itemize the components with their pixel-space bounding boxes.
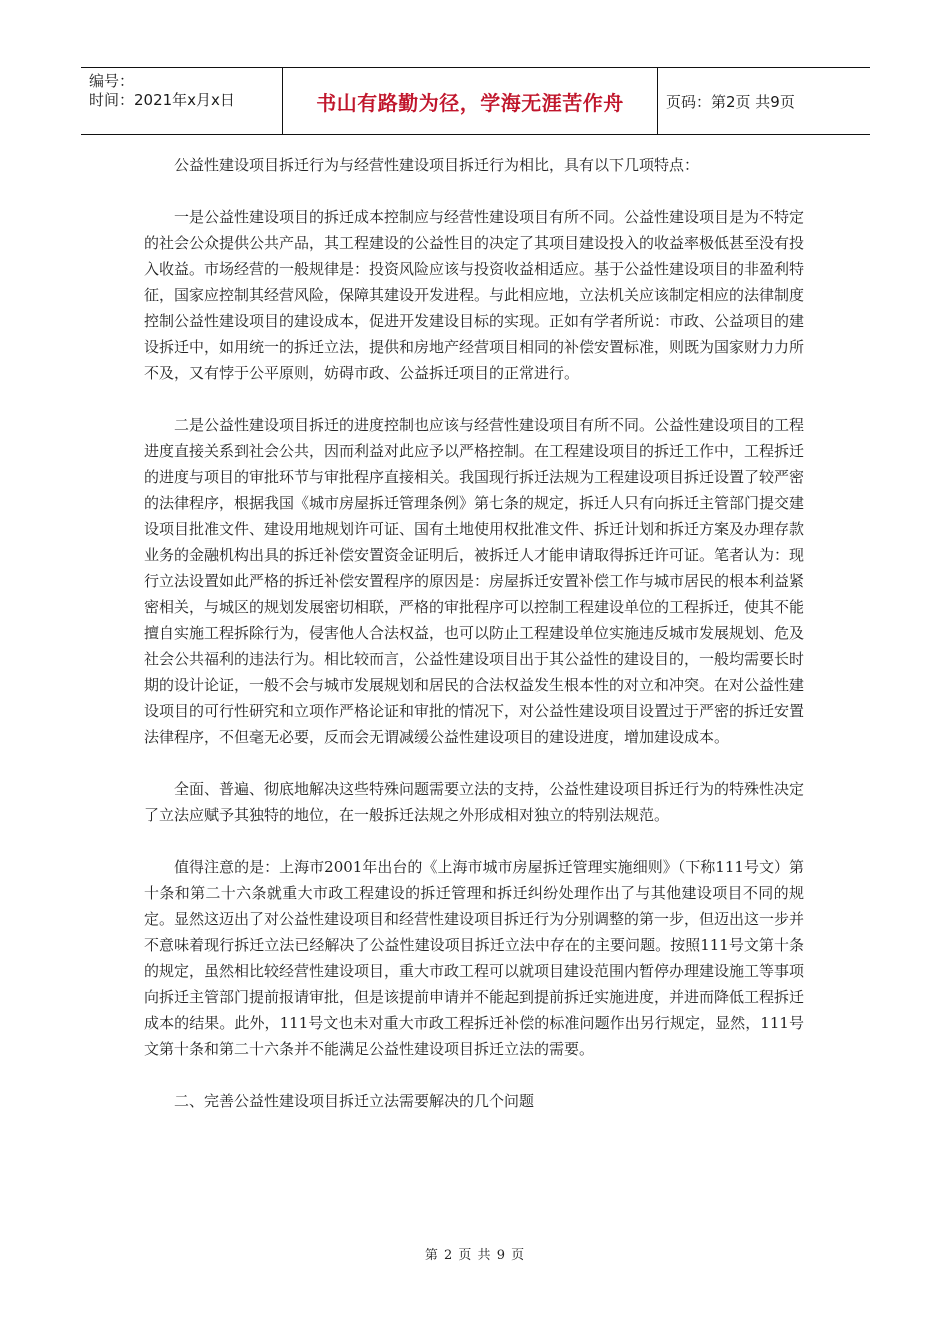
paragraph-progress-control: 二是公益性建设项目拆迁的进度控制也应该与经营性建设项目有所不同。公益性建设项目的工程进度直接关系到社会公共，因而利益对此应予以严格控制。在工程建设项目的拆迁工作中，工程拆迁的进度与项目的审批环节与审批程序直接相关。我国现行拆迁法规为工程建设项目拆迁设置了较严密的法律程序，根据我国《城市房屋拆迁管理条例》第七条的规定，拆迁人只有向拆迁主管部门提交建设项目批准文件、建设用地规划许可证、国有土地使用权批准文件、拆迁计划和拆迁方案及办理存款业务的金融机构出具的拆迁补偿安置资金证明后，被拆迁人才能申请取得拆迁许可证。笔者认为：现行立法设置如此严格的拆迁补偿安置程序的原因是：房屋拆迁安置补偿工作与城市居民的根本利益紧密相关，与城区的规划发展密切相联，严格的审批程序可以控制工程建设单位的工程拆迁，使其不能擅自实施工程拆除行为，侵害他人合法权益，也可以防止工程建设单位实施违反城市发展规划、危及社会公共福利的违法行为。相比较而言，公益性建设项目出于其公益性的建设目的，一般均需要长时期的设计论证，一般不会与城市发展规划和居民的合法权益发生根本性的对立和冲突。在对公益性建设项目的可行性研究和立项作严格论证和审批的情况下，对公益性建设项目设置过于严密的拆迁安置法律程序，不但毫无必要，反而会无谓减缓公益性建设项目的建设进度，增加建设成本。 [144,416,805,746]
paragraph-cost-control: 一是公益性建设项目的拆迁成本控制应与经营性建设项目有所不同。公益性建设项目是为不特定的社会公众提供公共产品，其工程建设的公益性目的决定了其项目建设投入的收益率极低甚至没有投入收益。市场经营的一般规律是：投资风险应该与投资收益相适应。基于公益性建设项目的非盈利特征，国家应控制其经营风险，保障其建设开发进程。与此相应地，立法机关应该制定相应的法律制度控制公益性建设项目的建设成本，促进开发建设目标的实现。正如有学者所说：市政、公益项目的建设拆迁中，如用统一的拆迁立法，提供和房地产经营项目相同的补偿安置标准，则既为国家财力力所不及，又有悖于公平原则，妨碍市政、公益拆迁项目的正常进行。 [144,208,805,382]
number-label: 编号： [89,72,135,90]
footer-page-number: 第 2 页 共 9 页 [424,1248,526,1263]
page-info-cell [658,68,870,134]
motto-text: 书山有路勤为径，学海无涯苦作舟 [316,90,624,115]
document-body [144,152,804,1140]
motto-cell [282,68,658,134]
section-heading: 二、完善公益性建设项目拆迁立法需要解决的几个问题 [174,1092,535,1110]
paragraph-shanghai-rules: 值得注意的是：上海市2001年出台的《上海市城市房屋拆迁管理实施细则》（下称111号文）第十条和第二十六条就重大市政工程建设的拆迁管理和拆迁纠纷处理作出了与其他建设项目不同的规定。显然这迈出了对公益性建设项目和经营性建设项目拆迁行为分别调整的第一步，但迈出这一步并不意味着现行拆迁立法已经解决了公益性建设项目拆迁立法中存在的主要问题。按照111号文第十条的规定，虽然相比较经营性建设项目，重大市政工程可以就项目建设范围内暂停办理建设施工等事项向拆迁主管部门提前报请审批，但是该提前申请并不能起到提前拆迁实施进度，并进而降低工程拆迁成本的结果。此外，111号文也未对重大市政工程拆迁补偿的标准问题作出另行规定，显然，111号文第十条和第二十六条并不能满足公益性建设项目拆迁立法的需要。 [144,858,805,1058]
time-label: 时间：2021年x月x日 [89,91,235,109]
document-header [81,67,870,135]
header-meta-cell [81,68,282,134]
page-info-text: 页码：第2页 共9页 [666,92,795,111]
paragraph-legislation-support: 全面、普遍、彻底地解决这些特殊问题需要立法的支持，公益性建设项目拆迁行为的特殊性决定了立法应赋予其独特的地位，在一般拆迁法规之外形成相对独立的特别法规范。 [144,780,805,824]
paragraph-intro: 公益性建设项目拆迁行为与经营性建设项目拆迁行为相比，具有以下几项特点： [174,156,700,174]
page-footer [0,1244,950,1263]
